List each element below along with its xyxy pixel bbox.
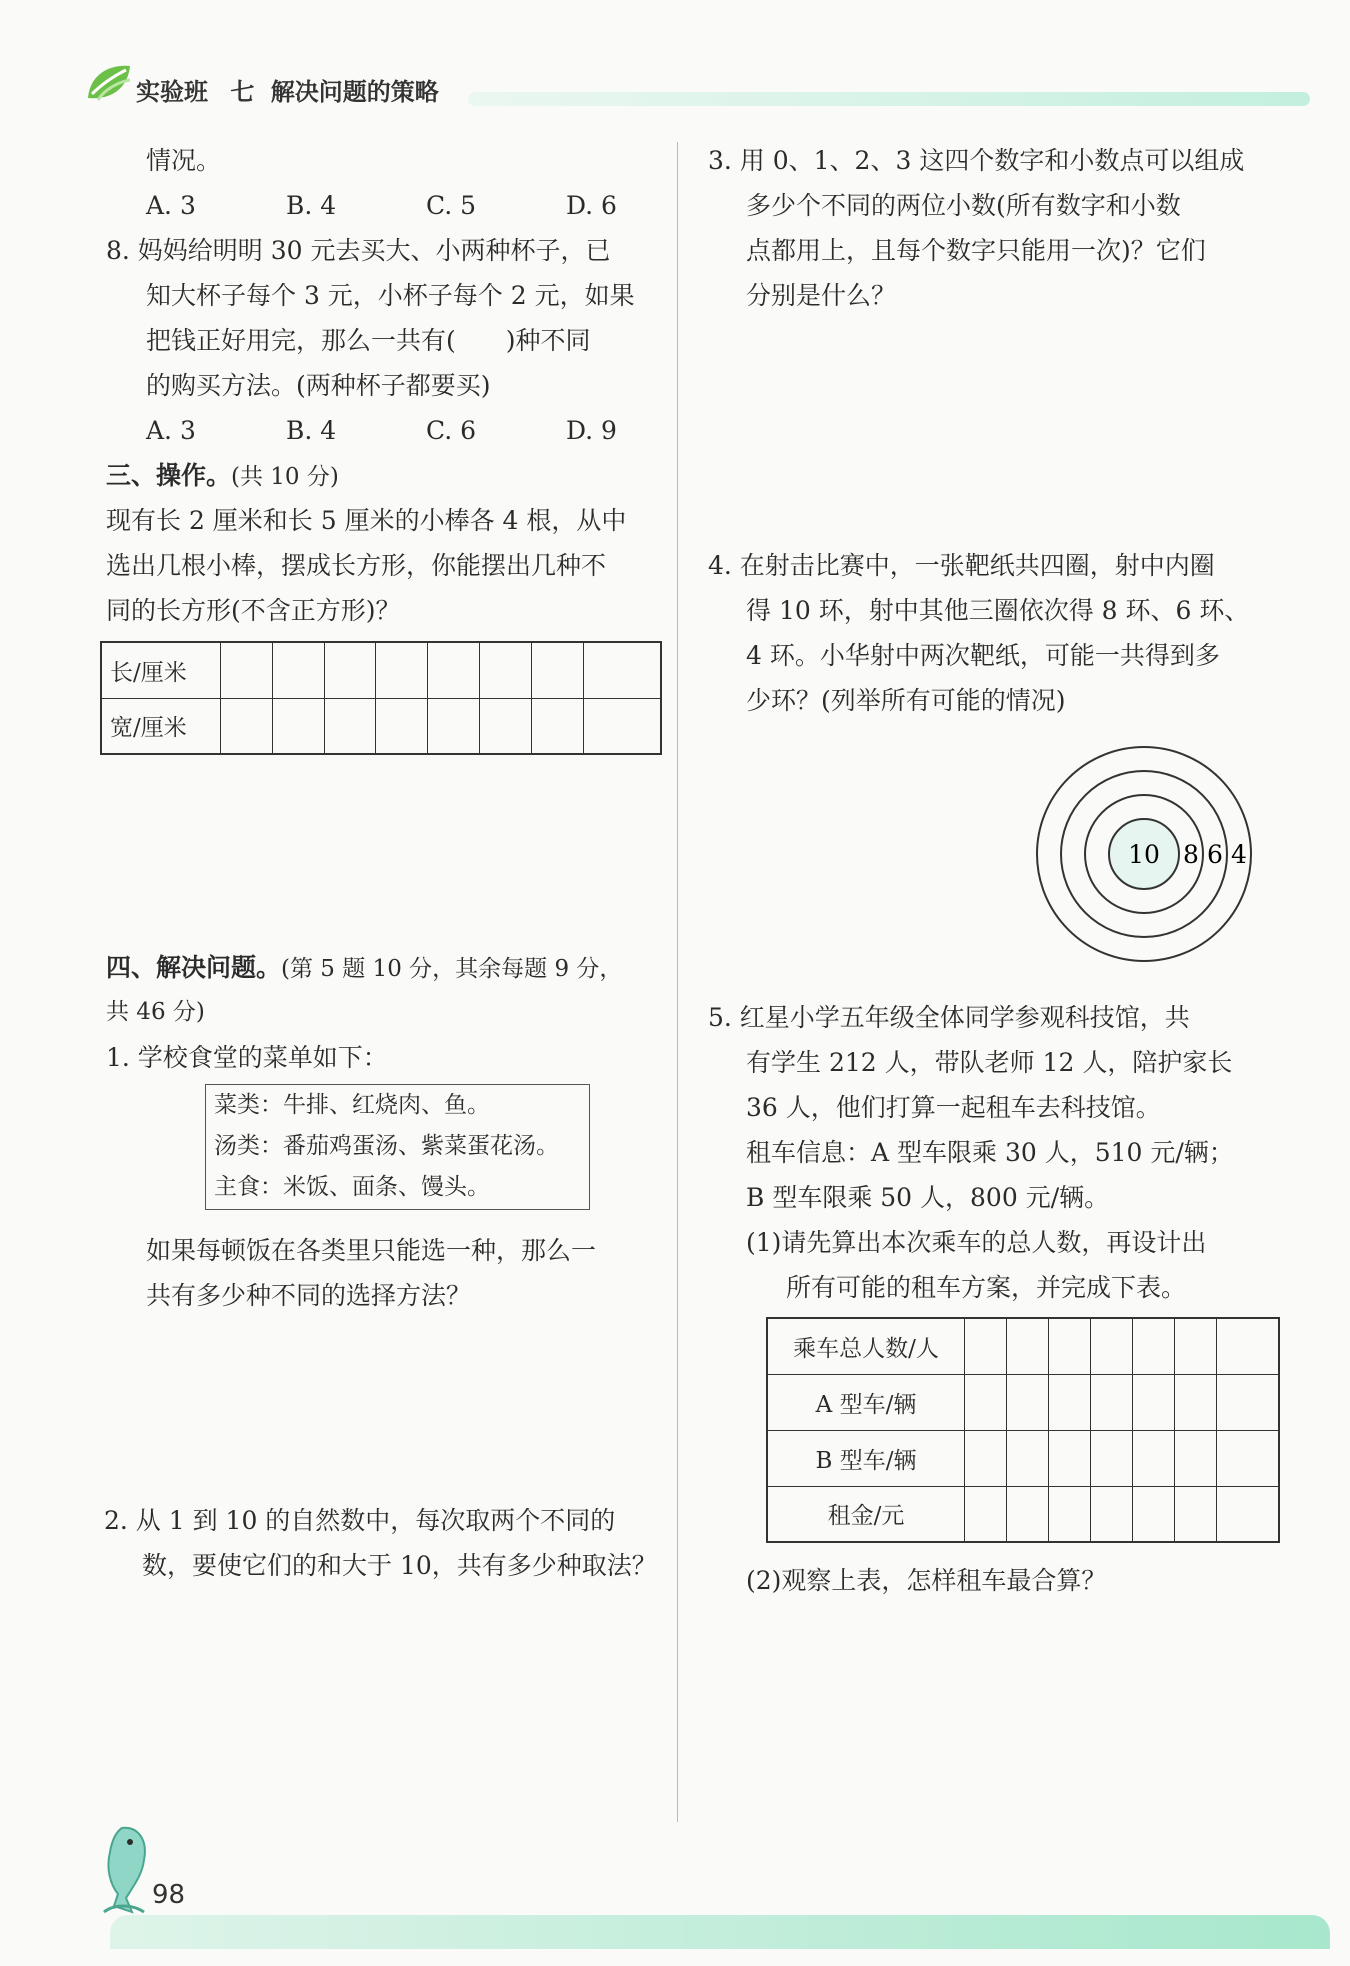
p3-line: 多少个不同的两位小数(所有数字和小数 <box>746 191 1181 220</box>
leaf-logo-icon <box>84 60 134 104</box>
q8-option-d: D. 9 <box>566 416 617 445</box>
table-row <box>767 1430 1279 1486</box>
p1-intro: 1. 学校食堂的菜单如下： <box>106 1043 388 1072</box>
column-divider <box>677 142 678 1822</box>
answer-cell[interactable] <box>1006 1374 1048 1430</box>
answer-cell[interactable] <box>1132 1486 1174 1542</box>
p5-line: 有学生 212 人，带队老师 12 人，陪护家长 <box>746 1048 1233 1077</box>
answer-cell[interactable] <box>583 642 661 698</box>
p3-line: 点都用上，且每个数字只能用一次)？它们 <box>746 236 1206 265</box>
p5-line: 5. 红星小学五年级全体同学参观科技馆，共 <box>708 1003 1190 1032</box>
answer-cell[interactable] <box>1090 1486 1132 1542</box>
p3-line: 3. 用 0、1、2、3 这四个数字和小数点可以组成 <box>708 146 1245 175</box>
footer-band <box>110 1915 1330 1949</box>
header-band <box>468 92 1310 106</box>
answer-cell[interactable] <box>965 1374 1007 1430</box>
p5-sub1: 所有可能的租车方案，并完成下表。 <box>786 1273 1187 1302</box>
q7-option-d: D. 6 <box>566 191 617 220</box>
target-label-4: 4 <box>1231 840 1247 869</box>
answer-cell[interactable] <box>428 698 480 754</box>
table-row <box>101 642 661 698</box>
answer-cell[interactable] <box>1132 1374 1174 1430</box>
answer-cell[interactable] <box>324 642 376 698</box>
answer-cell[interactable] <box>1048 1430 1090 1486</box>
p1-question: 如果每顿饭在各类里只能选一种，那么一 <box>146 1236 597 1265</box>
answer-cell[interactable] <box>1216 1486 1279 1542</box>
answer-cell[interactable] <box>1216 1430 1279 1486</box>
p5-sub1: (1)请先算出本次乘车的总人数，再设计出 <box>746 1228 1207 1257</box>
menu-line-staples: 主食：米饭、面条、馒头。 <box>214 1174 490 1200</box>
p4-line: 4 环。小华射中两次靶纸，可能一共得到多 <box>746 641 1220 670</box>
answer-cell[interactable] <box>480 642 532 698</box>
row-label-total-people: 乘车总人数/人 <box>767 1318 965 1374</box>
menu-line-soups: 汤类：番茄鸡蛋汤、紫菜蛋花汤。 <box>214 1133 559 1159</box>
answer-cell[interactable] <box>272 642 324 698</box>
answer-cell[interactable] <box>1174 1430 1216 1486</box>
answer-cell[interactable] <box>428 642 480 698</box>
answer-cell[interactable] <box>376 698 428 754</box>
answer-cell[interactable] <box>1006 1430 1048 1486</box>
p4-line: 4. 在射击比赛中，一张靶纸共四圈，射中内圈 <box>708 551 1215 580</box>
q8-line: 8. 妈妈给明明 30 元去买大、小两种杯子，已 <box>106 236 611 265</box>
p2-line: 数，要使它们的和大于 10，共有多少种取法？ <box>142 1551 657 1580</box>
answer-cell[interactable] <box>324 698 376 754</box>
answer-cell[interactable] <box>1132 1430 1174 1486</box>
rental-table <box>766 1317 1280 1543</box>
answer-cell[interactable] <box>272 698 324 754</box>
answer-cell[interactable] <box>221 642 273 698</box>
target-label-8: 8 <box>1183 840 1199 869</box>
section-4-heading <box>106 945 622 992</box>
sec3-line: 同的长方形(不含正方形)？ <box>106 596 401 625</box>
row-label-b-cars: B 型车/辆 <box>767 1430 965 1486</box>
q8-line: 把钱正好用完，那么一共有( )种不同 <box>146 326 591 355</box>
answer-cell[interactable] <box>965 1318 1007 1374</box>
p2-line: 2. 从 1 到 10 的自然数中，每次取两个不同的 <box>104 1506 616 1535</box>
row-label-a-cars: A 型车/辆 <box>767 1374 965 1430</box>
answer-cell[interactable] <box>1006 1486 1048 1542</box>
p3-line: 分别是什么？ <box>746 281 897 310</box>
answer-cell[interactable] <box>376 642 428 698</box>
header-title <box>136 72 453 107</box>
dolphin-mascot-icon <box>92 1820 154 1920</box>
section-3-title: 三、操作。 <box>106 461 232 490</box>
answer-cell[interactable] <box>1216 1318 1279 1374</box>
p4-line: 少环？(列举所有可能的情况) <box>746 686 1066 715</box>
answer-cell[interactable] <box>1048 1374 1090 1430</box>
table-row <box>767 1486 1279 1542</box>
p5-line: B 型车限乘 50 人，800 元/辆。 <box>746 1183 1110 1212</box>
section-3-score: (共 10 分) <box>231 464 339 490</box>
answer-cell[interactable] <box>480 698 532 754</box>
answer-cell[interactable] <box>1090 1318 1132 1374</box>
p5-line: 租车信息：A 型车限乘 30 人，510 元/辆； <box>746 1138 1234 1167</box>
answer-cell[interactable] <box>1216 1374 1279 1430</box>
menu-line-dishes: 菜类：牛排、红烧肉、鱼。 <box>214 1092 490 1118</box>
p5-sub2: (2)观察上表，怎样租车最合算？ <box>746 1566 1107 1595</box>
answer-cell[interactable] <box>1174 1318 1216 1374</box>
table-row <box>767 1318 1279 1374</box>
target-label-6: 6 <box>1207 840 1223 869</box>
answer-cell[interactable] <box>1048 1318 1090 1374</box>
shooting-target <box>1033 743 1255 965</box>
section-4-title: 四、解决问题。 <box>106 953 282 982</box>
table-row <box>767 1374 1279 1430</box>
answer-cell[interactable] <box>1090 1374 1132 1430</box>
q8-option-b: B. 4 <box>286 416 337 445</box>
answer-cell[interactable] <box>221 698 273 754</box>
p1-question: 共有多少种不同的选择方法？ <box>146 1281 472 1310</box>
answer-cell[interactable] <box>583 698 661 754</box>
page-number: 98 <box>152 1880 186 1910</box>
chapter-title: 解决问题的策略 <box>270 78 439 106</box>
rectangle-table <box>100 641 662 755</box>
row-label-length: 长/厘米 <box>101 642 221 698</box>
q8-option-a: A. 3 <box>146 416 196 445</box>
section-4-score-line2: 共 46 分) <box>106 999 205 1025</box>
answer-cell[interactable] <box>1132 1318 1174 1374</box>
answer-cell[interactable] <box>965 1486 1007 1542</box>
answer-cell[interactable] <box>1090 1430 1132 1486</box>
answer-cell[interactable] <box>1006 1318 1048 1374</box>
series-name: 实验班 <box>136 78 208 106</box>
menu-box <box>205 1084 590 1210</box>
q7-tail: 情况。 <box>146 146 222 175</box>
sec3-line: 现有长 2 厘米和长 5 厘米的小棒各 4 根，从中 <box>106 506 627 535</box>
q7-option-c: C. 5 <box>426 191 477 220</box>
row-label-width: 宽/厘米 <box>101 698 221 754</box>
answer-cell[interactable] <box>531 698 583 754</box>
answer-cell[interactable] <box>965 1430 1007 1486</box>
section-4-score: (第 5 题 10 分，其余每题 9 分， <box>281 956 623 982</box>
target-label-10: 10 <box>1128 840 1160 869</box>
answer-cell[interactable] <box>1174 1486 1216 1542</box>
answer-cell[interactable] <box>1174 1374 1216 1430</box>
table-row <box>101 698 661 754</box>
q8-options <box>146 408 706 453</box>
answer-cell[interactable] <box>531 642 583 698</box>
answer-cell[interactable] <box>1048 1486 1090 1542</box>
q7-option-b: B. 4 <box>286 191 337 220</box>
q8-line: 知大杯子每个 3 元，小杯子每个 2 元，如果 <box>146 281 635 310</box>
chapter-number: 七 <box>230 78 255 106</box>
q7-option-a: A. 3 <box>146 191 196 220</box>
p5-line: 36 人，他们打算一起租车去科技馆。 <box>746 1093 1161 1122</box>
q8-line: 的购买方法。(两种杯子都要买) <box>146 371 491 400</box>
section-3-heading <box>106 453 339 500</box>
q7-options <box>146 183 706 228</box>
row-label-rent: 租金/元 <box>767 1486 965 1542</box>
q8-option-c: C. 6 <box>426 416 477 445</box>
p4-line: 得 10 环，射中其他三圈依次得 8 环、6 环、 <box>746 596 1250 625</box>
sec3-line: 选出几根小棒，摆成长方形，你能摆出几种不 <box>106 551 607 580</box>
